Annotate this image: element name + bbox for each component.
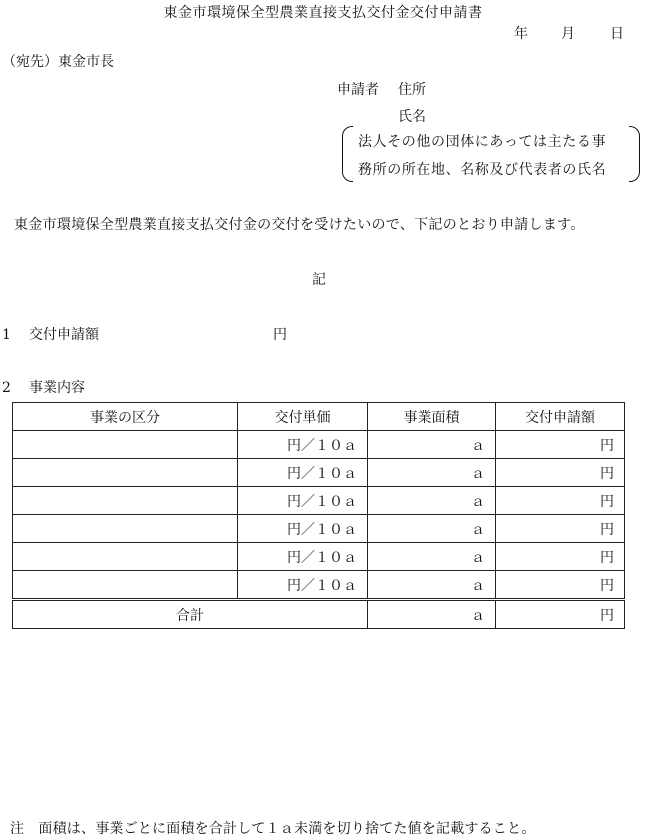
name-label: 氏名 (398, 109, 426, 125)
area-cell[interactable]: ａ (368, 459, 496, 487)
business-table-container (12, 402, 624, 629)
table-row (13, 543, 625, 571)
item1-label: 交付申請額 (29, 327, 99, 343)
total-amount-cell[interactable]: 円 (496, 600, 625, 629)
applicant-note-line1: 法人その他の団体にあっては主たる事 (358, 134, 607, 150)
applicant-note-line2: 務所の所在地、名称及び代表者の氏名 (358, 162, 607, 178)
address-label: 住所 (398, 82, 426, 98)
unit-price-cell[interactable]: 円／１０ａ (238, 459, 368, 487)
amount-cell[interactable]: 円 (496, 487, 625, 515)
unit-price-cell[interactable]: 円／１０ａ (238, 431, 368, 459)
right-bracket (629, 126, 640, 182)
unit-price-cell[interactable]: 円／１０ａ (238, 515, 368, 543)
table-row (13, 515, 625, 543)
date-year-label: 年 (514, 26, 528, 42)
amount-cell[interactable]: 円 (496, 431, 625, 459)
area-cell[interactable]: ａ (368, 543, 496, 571)
unit-price-cell[interactable]: 円／１０ａ (238, 543, 368, 571)
applicant-label: 申請者 (337, 82, 379, 98)
table-row (13, 487, 625, 515)
applicant-note-bracket (342, 126, 640, 182)
table-header-row (13, 403, 625, 431)
table-row (13, 431, 625, 459)
table-row (13, 459, 625, 487)
item2-number: 2 (2, 380, 11, 396)
area-cell[interactable]: ａ (368, 431, 496, 459)
category-cell[interactable] (13, 487, 238, 515)
unit-price-cell[interactable]: 円／１０ａ (238, 487, 368, 515)
date-month-label: 月 (561, 26, 575, 42)
unit-price-cell[interactable]: 円／１０ａ (238, 571, 368, 600)
table-total-row (13, 600, 625, 629)
item2-label: 事業内容 (29, 380, 85, 396)
header-unit-price: 交付単価 (238, 403, 368, 431)
total-label: 合計 (13, 600, 368, 629)
addressee: （宛先）東金市長 (2, 54, 114, 70)
amount-cell[interactable]: 円 (496, 543, 625, 571)
category-cell[interactable] (13, 515, 238, 543)
area-cell[interactable]: ａ (368, 487, 496, 515)
total-area-cell[interactable]: ａ (368, 600, 496, 629)
item1-number: 1 (2, 327, 11, 343)
business-table (12, 402, 625, 629)
header-category: 事業の区分 (13, 403, 238, 431)
category-cell[interactable] (13, 459, 238, 487)
ki-heading: 記 (312, 272, 326, 288)
amount-cell[interactable]: 円 (496, 459, 625, 487)
document-title: 東金市環境保全型農業直接支払交付金交付申請書 (163, 5, 483, 21)
category-cell[interactable] (13, 571, 238, 600)
area-cell[interactable]: ａ (368, 571, 496, 600)
table-row (13, 571, 625, 600)
amount-cell[interactable]: 円 (496, 571, 625, 600)
category-cell[interactable] (13, 431, 238, 459)
item1-unit: 円 (273, 327, 287, 343)
amount-cell[interactable]: 円 (496, 515, 625, 543)
left-bracket (342, 126, 353, 182)
header-amount: 交付申請額 (496, 403, 625, 431)
header-area: 事業面積 (368, 403, 496, 431)
area-cell[interactable]: ａ (368, 515, 496, 543)
footnote: 注 面積は、事業ごとに面積を合計して１ａ未満を切り捨てた値を記載すること。 (10, 821, 536, 837)
date-day-label: 日 (610, 26, 624, 42)
request-text: 東金市環境保全型農業直接支払交付金の交付を受けたいので、下記のとおり申請します。 (14, 217, 585, 233)
category-cell[interactable] (13, 543, 238, 571)
